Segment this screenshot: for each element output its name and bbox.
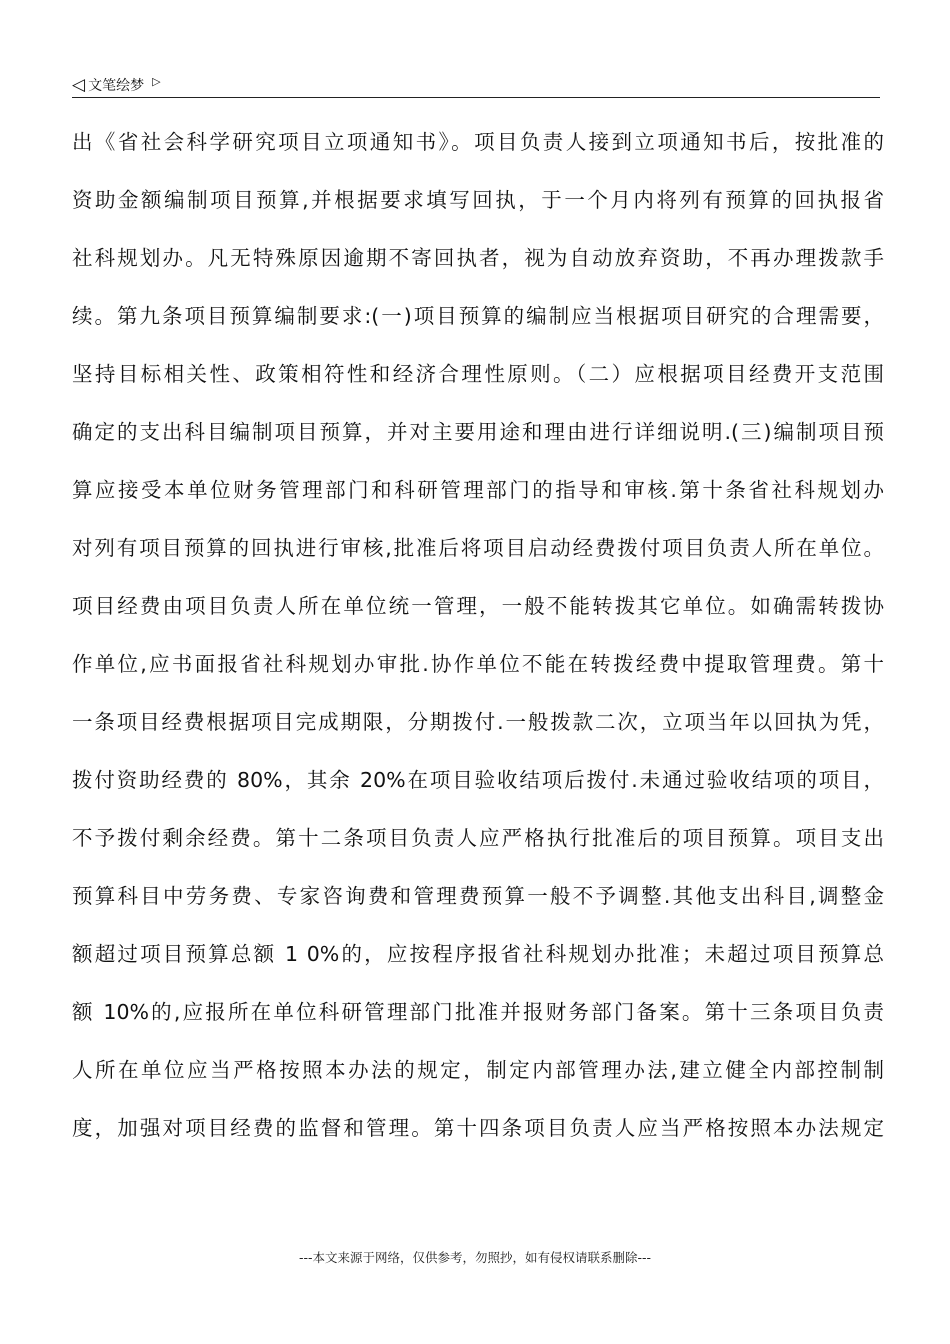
footer-disclaimer: ---本文来源于网络，仅供参考，勿照抄，如有侵权请联系删除--- [298,1250,652,1265]
page-header [72,74,161,96]
body-line: 资助金额编制项目预算,并根据要求填写回执，于一个月内将列有预算的回执报省 [72,188,884,212]
body-line: 续。第九条项目预算编制要求:(一)项目预算的编制应当根据项目研究的合理需要， [72,304,884,328]
body-line: 预算科目中劳务费、专家咨询费和管理费预算一般不予调整.其他支出科目,调整金 [72,884,884,908]
body-line: 确定的支出科目编制项目预算，并对主要用途和理由进行详细说明.(三)编制项目预 [72,420,884,444]
body-line: 度，加强对项目经费的监督和管理。第十四条项目负责人应当严格按照本办法规定 [72,1116,884,1140]
header-divider [72,97,880,98]
body-line: 额超过项目预算总额 1 0%的，应按程序报省社科规划办批准；未超过项目预算总 [72,942,884,966]
body-line: 拨付资助经费的 80%，其余 20%在项目验收结项后拨付.未通过验收结项的项目， [72,768,884,792]
header-title: 文笔绘梦 [88,78,145,94]
body-line: 坚持目标相关性、政策相符性和经济合理性原则。（二）应根据项目经费开支范围 [72,362,884,386]
body-line: 额 10%的,应报所在单位科研管理部门批准并报财务部门备案。第十三条项目负责 [72,1000,884,1024]
document-body [72,118,884,1162]
body-line: 一条项目经费根据项目完成期限，分期拨付.一般拨款二次，立项当年以回执为凭， [72,710,884,734]
body-line: 作单位,应书面报省社科规划办审批.协作单位不能在转拨经费中提取管理费。第十 [72,652,884,676]
body-line: 社科规划办。凡无特殊原因逾期不寄回执者，视为自动放弃资助，不再办理拨款手 [72,246,884,270]
triangle-right-outline-icon: ▷ [152,74,161,88]
body-line: 人所在单位应当严格按照本办法的规定，制定内部管理办法,建立健全内部控制制 [72,1058,884,1082]
body-line: 对列有项目预算的回执进行审核,批准后将项目启动经费拨付项目负责人所在单位。 [72,536,884,560]
triangle-left-outline-icon: ◁ [72,74,86,95]
body-line: 不予拨付剩余经费。第十二条项目负责人应严格执行批准后的项目预算。项目支出 [72,826,884,850]
body-line: 算应接受本单位财务管理部门和科研管理部门的指导和审核.第十条省社科规划办 [72,478,884,502]
body-line: 项目经费由项目负责人所在单位统一管理，一般不能转拨其它单位。如确需转拨协 [72,594,884,618]
body-line: 出《省社会科学研究项目立项通知书》。项目负责人接到立项通知书后，按批准的 [72,130,884,154]
